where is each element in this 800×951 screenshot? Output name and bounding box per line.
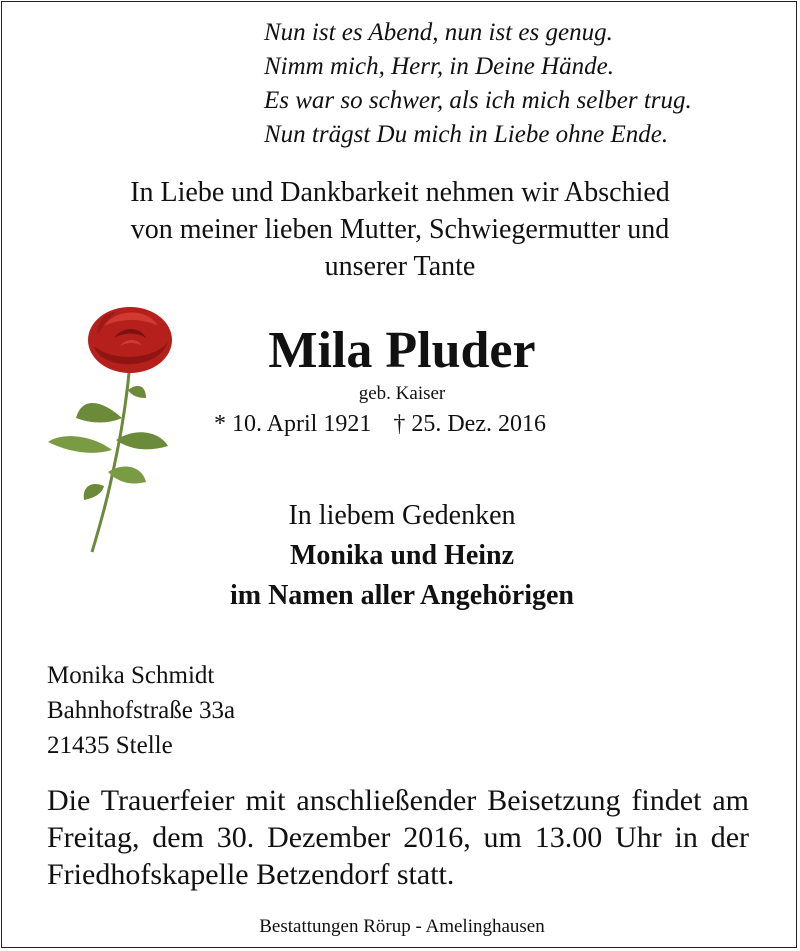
address-name: Monika Schmidt xyxy=(47,662,215,689)
death-date: † 25. Dez. 2016 xyxy=(393,411,546,437)
poem-line: Nun ist es Abend, nun ist es genug. xyxy=(264,19,613,46)
address-street: Bahnhofstraße 33a xyxy=(47,697,236,724)
intro-line: unserer Tante xyxy=(324,251,476,282)
deceased-name: Mila Pluder xyxy=(268,322,536,379)
intro-line: In Liebe und Dankbarkeit nehmen wir Abschied xyxy=(130,177,670,208)
poem-line: Nun trägst Du mich in Liebe ohne Ende. xyxy=(264,121,669,148)
intro-line: von meiner lieben Mutter, Schwiegermutter und xyxy=(130,214,670,245)
notice-frame xyxy=(1,1,797,948)
life-dates xyxy=(214,408,546,440)
relatives-line: im Namen aller Angehörigen xyxy=(229,580,574,611)
address-city: 21435 Stelle xyxy=(47,732,173,759)
poem-line: Nimm mich, Herr, in Deine Hände. xyxy=(264,53,614,80)
contact-address xyxy=(47,658,235,763)
undertaker-line: Bestattungen Rörup - Amelinghausen xyxy=(259,916,545,937)
birth-date: * 10. April 1921 xyxy=(214,411,372,437)
mourners-block xyxy=(2,496,800,616)
poem xyxy=(264,16,692,152)
memory-heading: In liebem Gedenken xyxy=(288,500,516,531)
mourner-names: Monika und Heinz xyxy=(289,540,515,571)
ceremony-text: Die Trauerfeier mit anschließender Beisetzung findet am Freitag, dem 30. Dezember 2016, um 13.00 Uhr in der Friedhofskapelle Betzendorf statt. xyxy=(47,784,749,891)
birth-name: geb. Kaiser xyxy=(358,383,446,404)
intro-text xyxy=(2,174,798,285)
poem-line: Es war so schwer, als ich mich selber trug. xyxy=(264,87,692,114)
